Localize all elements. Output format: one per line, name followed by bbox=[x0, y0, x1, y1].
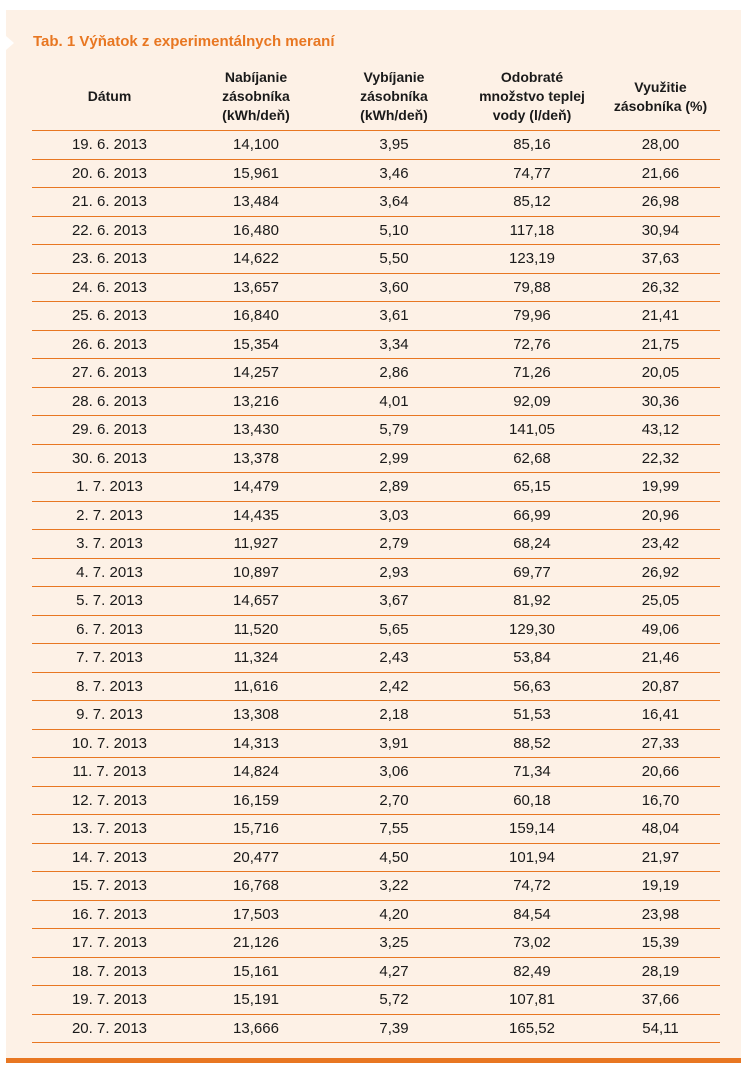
table-row bbox=[32, 986, 720, 1015]
charging-cell: 14,479 bbox=[187, 473, 325, 502]
date-cell: 19. 7. 2013 bbox=[32, 986, 187, 1015]
discharging-cell: 5,72 bbox=[325, 986, 463, 1015]
discharging-cell: 3,67 bbox=[325, 587, 463, 616]
charging-cell: 15,161 bbox=[187, 957, 325, 986]
table-row bbox=[32, 245, 720, 274]
charging-cell: 10,897 bbox=[187, 558, 325, 587]
header-charging bbox=[187, 63, 325, 131]
date-cell: 29. 6. 2013 bbox=[32, 416, 187, 445]
hot-water-cell: 71,34 bbox=[463, 758, 601, 787]
date-cell: 3. 7. 2013 bbox=[32, 530, 187, 559]
discharging-cell: 3,03 bbox=[325, 501, 463, 530]
date-cell: 7. 7. 2013 bbox=[32, 644, 187, 673]
table-row bbox=[32, 530, 720, 559]
date-cell: 2. 7. 2013 bbox=[32, 501, 187, 530]
hot-water-cell: 74,72 bbox=[463, 872, 601, 901]
discharging-cell: 4,01 bbox=[325, 387, 463, 416]
table-row bbox=[32, 900, 720, 929]
table-row bbox=[32, 131, 720, 160]
table-panel bbox=[6, 10, 741, 1058]
discharging-cell: 4,27 bbox=[325, 957, 463, 986]
utilization-cell: 20,87 bbox=[601, 672, 720, 701]
header-utilization bbox=[601, 63, 720, 131]
header-discharging bbox=[325, 63, 463, 131]
hot-water-cell: 141,05 bbox=[463, 416, 601, 445]
charging-cell: 14,824 bbox=[187, 758, 325, 787]
utilization-cell: 22,32 bbox=[601, 444, 720, 473]
utilization-cell: 43,12 bbox=[601, 416, 720, 445]
date-cell: 4. 7. 2013 bbox=[32, 558, 187, 587]
utilization-cell: 30,36 bbox=[601, 387, 720, 416]
utilization-cell: 48,04 bbox=[601, 815, 720, 844]
date-cell: 27. 6. 2013 bbox=[32, 359, 187, 388]
date-cell: 20. 7. 2013 bbox=[32, 1014, 187, 1043]
header-date-label: Dátum bbox=[87, 88, 132, 104]
hot-water-cell: 85,12 bbox=[463, 188, 601, 217]
table-row bbox=[32, 729, 720, 758]
hot-water-cell: 62,68 bbox=[463, 444, 601, 473]
utilization-cell: 26,92 bbox=[601, 558, 720, 587]
table-row bbox=[32, 558, 720, 587]
charging-cell: 13,378 bbox=[187, 444, 325, 473]
hot-water-cell: 73,02 bbox=[463, 929, 601, 958]
hot-water-cell: 88,52 bbox=[463, 729, 601, 758]
discharging-cell: 3,25 bbox=[325, 929, 463, 958]
discharging-cell: 5,10 bbox=[325, 216, 463, 245]
discharging-cell: 5,50 bbox=[325, 245, 463, 274]
date-cell: 21. 6. 2013 bbox=[32, 188, 187, 217]
date-cell: 9. 7. 2013 bbox=[32, 701, 187, 730]
table-row bbox=[32, 302, 720, 331]
hot-water-cell: 123,19 bbox=[463, 245, 601, 274]
hot-water-cell: 129,30 bbox=[463, 615, 601, 644]
charging-cell: 15,354 bbox=[187, 330, 325, 359]
charging-cell: 13,430 bbox=[187, 416, 325, 445]
charging-cell: 13,657 bbox=[187, 273, 325, 302]
utilization-cell: 37,63 bbox=[601, 245, 720, 274]
charging-cell: 14,435 bbox=[187, 501, 325, 530]
utilization-cell: 21,97 bbox=[601, 843, 720, 872]
hot-water-cell: 84,54 bbox=[463, 900, 601, 929]
table-body bbox=[32, 131, 720, 1043]
table-row bbox=[32, 587, 720, 616]
discharging-cell: 7,39 bbox=[325, 1014, 463, 1043]
table-row bbox=[32, 786, 720, 815]
charging-cell: 11,927 bbox=[187, 530, 325, 559]
table-row bbox=[32, 501, 720, 530]
discharging-cell: 5,65 bbox=[325, 615, 463, 644]
charging-cell: 20,477 bbox=[187, 843, 325, 872]
charging-cell: 16,480 bbox=[187, 216, 325, 245]
table-row bbox=[32, 330, 720, 359]
utilization-cell: 20,66 bbox=[601, 758, 720, 787]
table-header-row bbox=[32, 63, 720, 131]
bottom-rule bbox=[6, 1058, 741, 1063]
charging-cell: 16,840 bbox=[187, 302, 325, 331]
date-cell: 12. 7. 2013 bbox=[32, 786, 187, 815]
date-cell: 10. 7. 2013 bbox=[32, 729, 187, 758]
date-cell: 28. 6. 2013 bbox=[32, 387, 187, 416]
table-row bbox=[32, 701, 720, 730]
date-cell: 16. 7. 2013 bbox=[32, 900, 187, 929]
discharging-cell: 3,34 bbox=[325, 330, 463, 359]
hot-water-cell: 79,88 bbox=[463, 273, 601, 302]
table-row bbox=[32, 444, 720, 473]
date-cell: 19. 6. 2013 bbox=[32, 131, 187, 160]
measurements-table bbox=[32, 63, 720, 1043]
discharging-cell: 4,50 bbox=[325, 843, 463, 872]
charging-cell: 14,100 bbox=[187, 131, 325, 160]
table-row bbox=[32, 359, 720, 388]
title-arrow-icon bbox=[6, 36, 14, 50]
table-row bbox=[32, 672, 720, 701]
charging-cell: 11,324 bbox=[187, 644, 325, 673]
hot-water-cell: 60,18 bbox=[463, 786, 601, 815]
discharging-cell: 2,18 bbox=[325, 701, 463, 730]
table-row bbox=[32, 188, 720, 217]
discharging-cell: 3,64 bbox=[325, 188, 463, 217]
hot-water-cell: 101,94 bbox=[463, 843, 601, 872]
discharging-cell: 2,89 bbox=[325, 473, 463, 502]
utilization-cell: 21,66 bbox=[601, 159, 720, 188]
utilization-cell: 19,99 bbox=[601, 473, 720, 502]
header-charging-label: Nabíjanie zásobníka (kWh/deň) bbox=[222, 69, 290, 123]
date-cell: 14. 7. 2013 bbox=[32, 843, 187, 872]
date-cell: 30. 6. 2013 bbox=[32, 444, 187, 473]
date-cell: 18. 7. 2013 bbox=[32, 957, 187, 986]
utilization-cell: 54,11 bbox=[601, 1014, 720, 1043]
table-row bbox=[32, 387, 720, 416]
charging-cell: 14,622 bbox=[187, 245, 325, 274]
charging-cell: 14,313 bbox=[187, 729, 325, 758]
date-cell: 23. 6. 2013 bbox=[32, 245, 187, 274]
hot-water-cell: 69,77 bbox=[463, 558, 601, 587]
utilization-cell: 30,94 bbox=[601, 216, 720, 245]
table-row bbox=[32, 159, 720, 188]
date-cell: 22. 6. 2013 bbox=[32, 216, 187, 245]
discharging-cell: 3,91 bbox=[325, 729, 463, 758]
discharging-cell: 3,61 bbox=[325, 302, 463, 331]
charging-cell: 13,484 bbox=[187, 188, 325, 217]
utilization-cell: 15,39 bbox=[601, 929, 720, 958]
hot-water-cell: 107,81 bbox=[463, 986, 601, 1015]
utilization-cell: 26,98 bbox=[601, 188, 720, 217]
hot-water-cell: 79,96 bbox=[463, 302, 601, 331]
hot-water-cell: 66,99 bbox=[463, 501, 601, 530]
charging-cell: 14,257 bbox=[187, 359, 325, 388]
utilization-cell: 16,41 bbox=[601, 701, 720, 730]
utilization-cell: 20,96 bbox=[601, 501, 720, 530]
header-discharging-label: Vybíjanie zásobníka (kWh/deň) bbox=[360, 69, 428, 123]
charging-cell: 11,520 bbox=[187, 615, 325, 644]
table-row bbox=[32, 216, 720, 245]
date-cell: 17. 7. 2013 bbox=[32, 929, 187, 958]
date-cell: 6. 7. 2013 bbox=[32, 615, 187, 644]
discharging-cell: 3,60 bbox=[325, 273, 463, 302]
table-row bbox=[32, 615, 720, 644]
table-row bbox=[32, 473, 720, 502]
discharging-cell: 7,55 bbox=[325, 815, 463, 844]
hot-water-cell: 85,16 bbox=[463, 131, 601, 160]
hot-water-cell: 92,09 bbox=[463, 387, 601, 416]
charging-cell: 13,216 bbox=[187, 387, 325, 416]
utilization-cell: 26,32 bbox=[601, 273, 720, 302]
table-row bbox=[32, 1014, 720, 1043]
utilization-cell: 49,06 bbox=[601, 615, 720, 644]
date-cell: 1. 7. 2013 bbox=[32, 473, 187, 502]
table-row bbox=[32, 416, 720, 445]
charging-cell: 16,159 bbox=[187, 786, 325, 815]
table-row bbox=[32, 843, 720, 872]
date-cell: 26. 6. 2013 bbox=[32, 330, 187, 359]
date-cell: 24. 6. 2013 bbox=[32, 273, 187, 302]
utilization-cell: 23,42 bbox=[601, 530, 720, 559]
discharging-cell: 3,46 bbox=[325, 159, 463, 188]
discharging-cell: 2,99 bbox=[325, 444, 463, 473]
utilization-cell: 21,75 bbox=[601, 330, 720, 359]
hot-water-cell: 74,77 bbox=[463, 159, 601, 188]
utilization-cell: 27,33 bbox=[601, 729, 720, 758]
discharging-cell: 4,20 bbox=[325, 900, 463, 929]
charging-cell: 17,503 bbox=[187, 900, 325, 929]
table-row bbox=[32, 929, 720, 958]
hot-water-cell: 81,92 bbox=[463, 587, 601, 616]
date-cell: 8. 7. 2013 bbox=[32, 672, 187, 701]
date-cell: 5. 7. 2013 bbox=[32, 587, 187, 616]
hot-water-cell: 71,26 bbox=[463, 359, 601, 388]
date-cell: 13. 7. 2013 bbox=[32, 815, 187, 844]
discharging-cell: 2,86 bbox=[325, 359, 463, 388]
discharging-cell: 3,22 bbox=[325, 872, 463, 901]
charging-cell: 21,126 bbox=[187, 929, 325, 958]
header-utilization-label: Využitie zásobníka (%) bbox=[613, 78, 708, 114]
table-title: Tab. 1 Výňatok z experimentálnych meraní bbox=[33, 33, 335, 50]
hot-water-cell: 65,15 bbox=[463, 473, 601, 502]
table-row bbox=[32, 273, 720, 302]
table-row bbox=[32, 644, 720, 673]
discharging-cell: 2,93 bbox=[325, 558, 463, 587]
charging-cell: 13,666 bbox=[187, 1014, 325, 1043]
hot-water-cell: 159,14 bbox=[463, 815, 601, 844]
utilization-cell: 28,19 bbox=[601, 957, 720, 986]
utilization-cell: 21,41 bbox=[601, 302, 720, 331]
utilization-cell: 19,19 bbox=[601, 872, 720, 901]
header-date bbox=[32, 63, 187, 131]
hot-water-cell: 68,24 bbox=[463, 530, 601, 559]
charging-cell: 16,768 bbox=[187, 872, 325, 901]
discharging-cell: 2,70 bbox=[325, 786, 463, 815]
hot-water-cell: 51,53 bbox=[463, 701, 601, 730]
hot-water-cell: 56,63 bbox=[463, 672, 601, 701]
charging-cell: 11,616 bbox=[187, 672, 325, 701]
table-row bbox=[32, 957, 720, 986]
charging-cell: 15,961 bbox=[187, 159, 325, 188]
hot-water-cell: 165,52 bbox=[463, 1014, 601, 1043]
header-hot-water bbox=[463, 63, 601, 131]
discharging-cell: 3,06 bbox=[325, 758, 463, 787]
date-cell: 25. 6. 2013 bbox=[32, 302, 187, 331]
hot-water-cell: 82,49 bbox=[463, 957, 601, 986]
discharging-cell: 3,95 bbox=[325, 131, 463, 160]
date-cell: 15. 7. 2013 bbox=[32, 872, 187, 901]
charging-cell: 14,657 bbox=[187, 587, 325, 616]
utilization-cell: 25,05 bbox=[601, 587, 720, 616]
utilization-cell: 23,98 bbox=[601, 900, 720, 929]
discharging-cell: 2,42 bbox=[325, 672, 463, 701]
discharging-cell: 2,43 bbox=[325, 644, 463, 673]
hot-water-cell: 117,18 bbox=[463, 216, 601, 245]
utilization-cell: 21,46 bbox=[601, 644, 720, 673]
discharging-cell: 5,79 bbox=[325, 416, 463, 445]
table-row bbox=[32, 815, 720, 844]
utilization-cell: 20,05 bbox=[601, 359, 720, 388]
header-hot-water-label: Odobraté množstvo teplej vody (l/deň) bbox=[479, 69, 585, 123]
charging-cell: 13,308 bbox=[187, 701, 325, 730]
utilization-cell: 16,70 bbox=[601, 786, 720, 815]
discharging-cell: 2,79 bbox=[325, 530, 463, 559]
table-row bbox=[32, 758, 720, 787]
date-cell: 11. 7. 2013 bbox=[32, 758, 187, 787]
utilization-cell: 28,00 bbox=[601, 131, 720, 160]
table-row bbox=[32, 872, 720, 901]
charging-cell: 15,191 bbox=[187, 986, 325, 1015]
utilization-cell: 37,66 bbox=[601, 986, 720, 1015]
date-cell: 20. 6. 2013 bbox=[32, 159, 187, 188]
hot-water-cell: 53,84 bbox=[463, 644, 601, 673]
charging-cell: 15,716 bbox=[187, 815, 325, 844]
hot-water-cell: 72,76 bbox=[463, 330, 601, 359]
